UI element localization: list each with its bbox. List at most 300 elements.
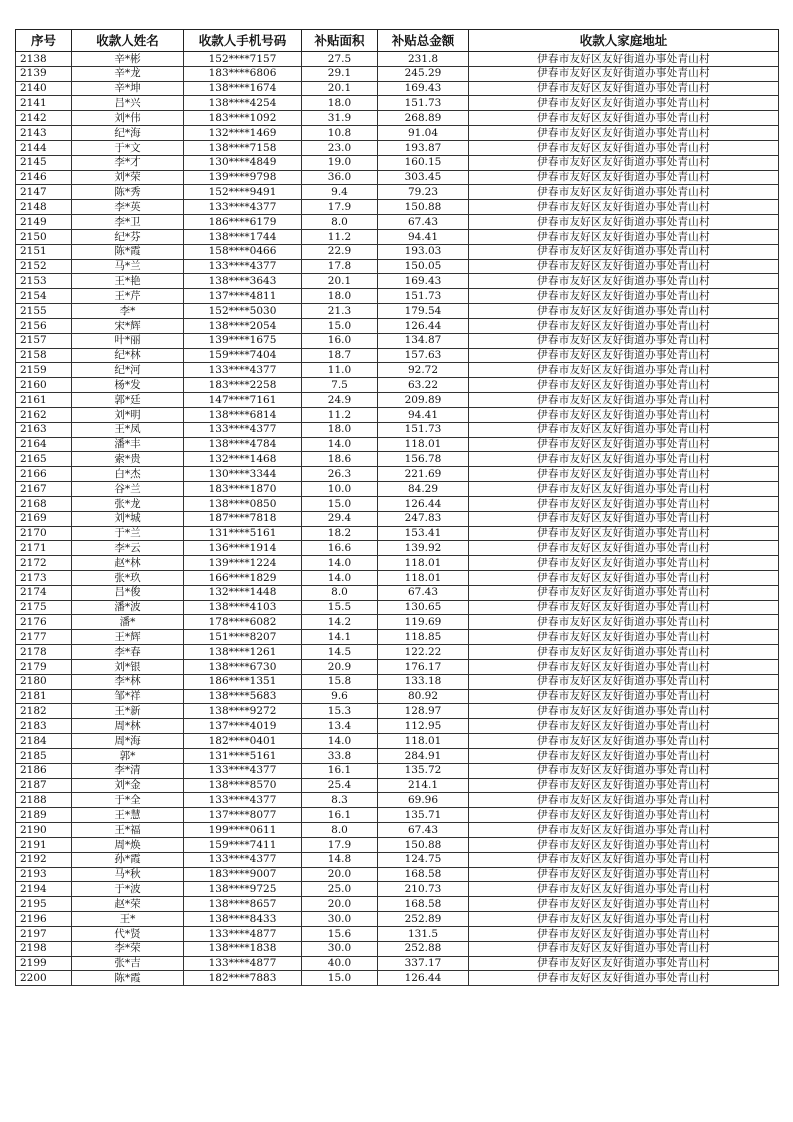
row-name: 纪*海 [72, 126, 184, 141]
row-area: 24.9 [302, 393, 378, 408]
row-seq: 2193 [16, 867, 72, 882]
row-seq: 2142 [16, 111, 72, 126]
row-seq: 2156 [16, 318, 72, 333]
row-name: 王*凤 [72, 422, 184, 437]
row-seq: 2179 [16, 659, 72, 674]
row-address: 伊春市友好区友好街道办事处青山村 [469, 348, 779, 363]
row-area: 18.0 [302, 96, 378, 111]
row-area: 31.9 [302, 111, 378, 126]
row-name: 张*吉 [72, 956, 184, 971]
row-amount: 67.43 [378, 215, 469, 230]
row-area: 25.4 [302, 778, 378, 793]
row-seq: 2189 [16, 808, 72, 823]
row-seq: 2177 [16, 630, 72, 645]
row-phone: 139****9798 [184, 170, 302, 185]
row-name: 李*林 [72, 674, 184, 689]
row-amount: 169.43 [378, 274, 469, 289]
row-seq: 2181 [16, 689, 72, 704]
row-phone: 139****1224 [184, 556, 302, 571]
row-name: 李*才 [72, 155, 184, 170]
row-address: 伊春市友好区友好街道办事处青山村 [469, 318, 779, 333]
table-row [16, 333, 779, 348]
row-amount: 84.29 [378, 482, 469, 497]
row-address: 伊春市友好区友好街道办事处青山村 [469, 229, 779, 244]
row-phone: 138****4254 [184, 96, 302, 111]
row-amount: 135.72 [378, 763, 469, 778]
row-name: 马*秋 [72, 867, 184, 882]
row-address: 伊春市友好区友好街道办事处青山村 [469, 600, 779, 615]
table-row [16, 482, 779, 497]
row-phone: 152****7157 [184, 52, 302, 67]
row-amount: 193.87 [378, 140, 469, 155]
row-address: 伊春市友好区友好街道办事处青山村 [469, 867, 779, 882]
row-name: 马*兰 [72, 259, 184, 274]
subsidy-table [15, 29, 779, 986]
row-name: 周*海 [72, 734, 184, 749]
row-seq: 2174 [16, 585, 72, 600]
row-address: 伊春市友好区友好街道办事处青山村 [469, 393, 779, 408]
row-name: 潘*丰 [72, 437, 184, 452]
table-row [16, 541, 779, 556]
table-row [16, 837, 779, 852]
row-area: 11.2 [302, 229, 378, 244]
row-amount: 135.71 [378, 808, 469, 823]
row-amount: 284.91 [378, 748, 469, 763]
row-name: 白*杰 [72, 467, 184, 482]
table-row [16, 867, 779, 882]
row-address: 伊春市友好区友好街道办事处青山村 [469, 126, 779, 141]
row-seq: 2155 [16, 304, 72, 319]
row-name: 于*兰 [72, 526, 184, 541]
row-name: 叶*丽 [72, 333, 184, 348]
row-amount: 79.23 [378, 185, 469, 200]
row-address: 伊春市友好区友好街道办事处青山村 [469, 437, 779, 452]
row-phone: 138****6814 [184, 407, 302, 422]
row-phone: 131****5161 [184, 748, 302, 763]
row-name: 潘* [72, 615, 184, 630]
row-area: 14.5 [302, 645, 378, 660]
row-area: 8.0 [302, 823, 378, 838]
table-row [16, 259, 779, 274]
row-area: 15.0 [302, 496, 378, 511]
row-address: 伊春市友好区友好街道办事处青山村 [469, 363, 779, 378]
row-amount: 337.17 [378, 956, 469, 971]
row-amount: 124.75 [378, 852, 469, 867]
row-seq: 2154 [16, 289, 72, 304]
row-phone: 183****6806 [184, 66, 302, 81]
row-phone: 152****5030 [184, 304, 302, 319]
table-row [16, 170, 779, 185]
row-amount: 130.65 [378, 600, 469, 615]
row-address: 伊春市友好区友好街道办事处青山村 [469, 897, 779, 912]
row-amount: 160.15 [378, 155, 469, 170]
row-seq: 2194 [16, 882, 72, 897]
row-seq: 2182 [16, 704, 72, 719]
row-amount: 245.29 [378, 66, 469, 81]
row-phone: 138****0850 [184, 496, 302, 511]
row-seq: 2164 [16, 437, 72, 452]
row-phone: 138****1261 [184, 645, 302, 660]
row-phone: 183****2258 [184, 378, 302, 393]
row-phone: 133****4877 [184, 926, 302, 941]
row-amount: 168.58 [378, 897, 469, 912]
row-address: 伊春市友好区友好街道办事处青山村 [469, 645, 779, 660]
row-amount: 231.8 [378, 52, 469, 67]
row-name: 王*芹 [72, 289, 184, 304]
row-amount: 176.17 [378, 659, 469, 674]
row-area: 15.8 [302, 674, 378, 689]
row-phone: 152****9491 [184, 185, 302, 200]
row-seq: 2162 [16, 407, 72, 422]
row-area: 20.1 [302, 81, 378, 96]
row-seq: 2149 [16, 215, 72, 230]
row-seq: 2151 [16, 244, 72, 259]
row-name: 陈*秀 [72, 185, 184, 200]
row-phone: 138****2054 [184, 318, 302, 333]
row-phone: 199****0611 [184, 823, 302, 838]
row-amount: 63.22 [378, 378, 469, 393]
row-name: 陈*霞 [72, 971, 184, 986]
table-row [16, 363, 779, 378]
row-seq: 2159 [16, 363, 72, 378]
row-name: 郭*廷 [72, 393, 184, 408]
row-seq: 2186 [16, 763, 72, 778]
row-name: 于*波 [72, 882, 184, 897]
row-amount: 151.73 [378, 96, 469, 111]
row-address: 伊春市友好区友好街道办事处青山村 [469, 378, 779, 393]
row-area: 18.0 [302, 422, 378, 437]
row-seq: 2170 [16, 526, 72, 541]
row-address: 伊春市友好区友好街道办事处青山村 [469, 81, 779, 96]
row-name: 纪*林 [72, 348, 184, 363]
table-row [16, 407, 779, 422]
row-phone: 138****8433 [184, 912, 302, 927]
table-row [16, 600, 779, 615]
table-row [16, 897, 779, 912]
table-row [16, 852, 779, 867]
row-phone: 136****1914 [184, 541, 302, 556]
row-phone: 183****9007 [184, 867, 302, 882]
row-area: 15.0 [302, 971, 378, 986]
table-row [16, 378, 779, 393]
row-amount: 92.72 [378, 363, 469, 378]
row-phone: 159****7404 [184, 348, 302, 363]
table-row [16, 96, 779, 111]
row-amount: 157.63 [378, 348, 469, 363]
row-seq: 2158 [16, 348, 72, 363]
row-name: 李* [72, 304, 184, 319]
row-name: 宋*辉 [72, 318, 184, 333]
row-address: 伊春市友好区友好街道办事处青山村 [469, 823, 779, 838]
row-amount: 153.41 [378, 526, 469, 541]
row-amount: 67.43 [378, 585, 469, 600]
row-name: 刘*明 [72, 407, 184, 422]
row-phone: 133****4377 [184, 200, 302, 215]
row-area: 16.6 [302, 541, 378, 556]
row-amount: 150.88 [378, 200, 469, 215]
table-row [16, 81, 779, 96]
row-area: 30.0 [302, 941, 378, 956]
row-seq: 2152 [16, 259, 72, 274]
row-area: 8.3 [302, 793, 378, 808]
row-name: 李*卫 [72, 215, 184, 230]
row-seq: 2197 [16, 926, 72, 941]
row-amount: 80.92 [378, 689, 469, 704]
row-name: 纪*芬 [72, 229, 184, 244]
row-seq: 2196 [16, 912, 72, 927]
row-area: 19.0 [302, 155, 378, 170]
table-row [16, 422, 779, 437]
row-amount: 118.85 [378, 630, 469, 645]
row-phone: 138****1744 [184, 229, 302, 244]
row-amount: 126.44 [378, 318, 469, 333]
row-name: 周*焕 [72, 837, 184, 852]
row-amount: 156.78 [378, 452, 469, 467]
table-row [16, 956, 779, 971]
row-amount: 118.01 [378, 734, 469, 749]
header-row [16, 30, 779, 52]
row-seq: 2199 [16, 956, 72, 971]
row-area: 26.3 [302, 467, 378, 482]
row-phone: 183****1092 [184, 111, 302, 126]
row-amount: 122.22 [378, 645, 469, 660]
row-address: 伊春市友好区友好街道办事处青山村 [469, 837, 779, 852]
row-name: 代*贤 [72, 926, 184, 941]
row-address: 伊春市友好区友好街道办事处青山村 [469, 244, 779, 259]
row-area: 25.0 [302, 882, 378, 897]
table-row [16, 704, 779, 719]
row-address: 伊春市友好区友好街道办事处青山村 [469, 66, 779, 81]
table-row [16, 808, 779, 823]
row-seq: 2140 [16, 81, 72, 96]
row-name: 赵*荣 [72, 897, 184, 912]
row-name: 谷*兰 [72, 482, 184, 497]
row-seq: 2147 [16, 185, 72, 200]
row-phone: 166****1829 [184, 570, 302, 585]
row-seq: 2144 [16, 140, 72, 155]
row-phone: 133****4377 [184, 763, 302, 778]
row-area: 18.2 [302, 526, 378, 541]
table-row [16, 971, 779, 986]
row-amount: 91.04 [378, 126, 469, 141]
row-seq: 2200 [16, 971, 72, 986]
row-address: 伊春市友好区友好街道办事处青山村 [469, 630, 779, 645]
table-row [16, 66, 779, 81]
table-row [16, 912, 779, 927]
row-name: 吕*俊 [72, 585, 184, 600]
row-address: 伊春市友好区友好街道办事处青山村 [469, 467, 779, 482]
row-seq: 2184 [16, 734, 72, 749]
row-amount: 67.43 [378, 823, 469, 838]
table-row [16, 348, 779, 363]
row-name: 辛*坤 [72, 81, 184, 96]
row-seq: 2175 [16, 600, 72, 615]
row-address: 伊春市友好区友好街道办事处青山村 [469, 882, 779, 897]
row-amount: 151.73 [378, 289, 469, 304]
row-address: 伊春市友好区友好街道办事处青山村 [469, 185, 779, 200]
row-area: 14.8 [302, 852, 378, 867]
table-row [16, 615, 779, 630]
row-seq: 2190 [16, 823, 72, 838]
row-phone: 138****3643 [184, 274, 302, 289]
row-address: 伊春市友好区友好街道办事处青山村 [469, 941, 779, 956]
row-phone: 138****8570 [184, 778, 302, 793]
row-area: 17.9 [302, 200, 378, 215]
row-phone: 132****1448 [184, 585, 302, 600]
row-address: 伊春市友好区友好街道办事处青山村 [469, 482, 779, 497]
row-address: 伊春市友好区友好街道办事处青山村 [469, 748, 779, 763]
row-area: 22.9 [302, 244, 378, 259]
row-address: 伊春市友好区友好街道办事处青山村 [469, 734, 779, 749]
row-seq: 2163 [16, 422, 72, 437]
row-phone: 138****9272 [184, 704, 302, 719]
row-phone: 138****5683 [184, 689, 302, 704]
row-area: 14.0 [302, 570, 378, 585]
row-area: 13.4 [302, 719, 378, 734]
row-phone: 182****0401 [184, 734, 302, 749]
row-address: 伊春市友好区友好街道办事处青山村 [469, 496, 779, 511]
header-amount: 补贴总金额 [378, 30, 469, 52]
row-area: 20.1 [302, 274, 378, 289]
row-address: 伊春市友好区友好街道办事处青山村 [469, 140, 779, 155]
row-area: 8.0 [302, 585, 378, 600]
row-amount: 193.03 [378, 244, 469, 259]
row-phone: 138****4784 [184, 437, 302, 452]
header-name: 收款人姓名 [72, 30, 184, 52]
row-area: 15.0 [302, 318, 378, 333]
row-area: 15.3 [302, 704, 378, 719]
table-row [16, 244, 779, 259]
table-body [16, 52, 779, 986]
table-row [16, 823, 779, 838]
row-amount: 247.83 [378, 511, 469, 526]
row-phone: 138****1838 [184, 941, 302, 956]
row-seq: 2176 [16, 615, 72, 630]
row-area: 14.1 [302, 630, 378, 645]
table-row [16, 689, 779, 704]
table-row [16, 556, 779, 571]
row-area: 7.5 [302, 378, 378, 393]
row-amount: 119.69 [378, 615, 469, 630]
table-row [16, 941, 779, 956]
table-row [16, 496, 779, 511]
table-row [16, 778, 779, 793]
row-area: 20.0 [302, 897, 378, 912]
table-row [16, 155, 779, 170]
row-amount: 118.01 [378, 556, 469, 571]
row-seq: 2139 [16, 66, 72, 81]
row-seq: 2165 [16, 452, 72, 467]
row-name: 辛*龙 [72, 66, 184, 81]
row-area: 14.0 [302, 437, 378, 452]
row-phone: 178****6082 [184, 615, 302, 630]
row-phone: 183****1870 [184, 482, 302, 497]
row-phone: 139****1675 [184, 333, 302, 348]
header-area: 补贴面积 [302, 30, 378, 52]
table-row [16, 274, 779, 289]
row-amount: 214.1 [378, 778, 469, 793]
row-seq: 2161 [16, 393, 72, 408]
row-amount: 168.58 [378, 867, 469, 882]
row-amount: 128.97 [378, 704, 469, 719]
row-address: 伊春市友好区友好街道办事处青山村 [469, 289, 779, 304]
row-seq: 2191 [16, 837, 72, 852]
row-address: 伊春市友好区友好街道办事处青山村 [469, 259, 779, 274]
table-row [16, 52, 779, 67]
table-row [16, 882, 779, 897]
table-row [16, 393, 779, 408]
row-area: 33.8 [302, 748, 378, 763]
row-address: 伊春市友好区友好街道办事处青山村 [469, 556, 779, 571]
table-row [16, 437, 779, 452]
row-address: 伊春市友好区友好街道办事处青山村 [469, 704, 779, 719]
row-name: 郭* [72, 748, 184, 763]
row-seq: 2188 [16, 793, 72, 808]
table-row [16, 289, 779, 304]
table-row [16, 585, 779, 600]
row-address: 伊春市友好区友好街道办事处青山村 [469, 170, 779, 185]
row-phone: 130****3344 [184, 467, 302, 482]
row-amount: 118.01 [378, 570, 469, 585]
row-address: 伊春市友好区友好街道办事处青山村 [469, 526, 779, 541]
row-seq: 2171 [16, 541, 72, 556]
row-area: 18.7 [302, 348, 378, 363]
row-address: 伊春市友好区友好街道办事处青山村 [469, 96, 779, 111]
table-row [16, 304, 779, 319]
row-area: 30.0 [302, 912, 378, 927]
row-phone: 137****4019 [184, 719, 302, 734]
row-area: 14.0 [302, 734, 378, 749]
row-seq: 2198 [16, 941, 72, 956]
row-phone: 147****7161 [184, 393, 302, 408]
row-address: 伊春市友好区友好街道办事处青山村 [469, 200, 779, 215]
row-area: 16.1 [302, 808, 378, 823]
row-address: 伊春市友好区友好街道办事处青山村 [469, 111, 779, 126]
row-amount: 112.95 [378, 719, 469, 734]
row-address: 伊春市友好区友好街道办事处青山村 [469, 541, 779, 556]
row-seq: 2183 [16, 719, 72, 734]
row-name: 索*贵 [72, 452, 184, 467]
row-name: 张*玖 [72, 570, 184, 585]
row-phone: 131****5161 [184, 526, 302, 541]
row-name: 李*云 [72, 541, 184, 556]
row-name: 王*福 [72, 823, 184, 838]
row-name: 李*春 [72, 645, 184, 660]
row-address: 伊春市友好区友好街道办事处青山村 [469, 926, 779, 941]
row-phone: 138****1674 [184, 81, 302, 96]
row-area: 10.0 [302, 482, 378, 497]
row-name: 王* [72, 912, 184, 927]
row-address: 伊春市友好区友好街道办事处青山村 [469, 763, 779, 778]
row-seq: 2173 [16, 570, 72, 585]
row-address: 伊春市友好区友好街道办事处青山村 [469, 511, 779, 526]
row-address: 伊春市友好区友好街道办事处青山村 [469, 215, 779, 230]
row-phone: 138****8657 [184, 897, 302, 912]
row-name: 刘*伟 [72, 111, 184, 126]
row-name: 赵*林 [72, 556, 184, 571]
row-area: 17.9 [302, 837, 378, 852]
row-name: 刘*城 [72, 511, 184, 526]
row-name: 刘*金 [72, 778, 184, 793]
row-area: 15.6 [302, 926, 378, 941]
row-area: 21.3 [302, 304, 378, 319]
row-address: 伊春市友好区友好街道办事处青山村 [469, 719, 779, 734]
row-seq: 2166 [16, 467, 72, 482]
table-row [16, 734, 779, 749]
row-seq: 2195 [16, 897, 72, 912]
row-amount: 118.01 [378, 437, 469, 452]
row-name: 于*全 [72, 793, 184, 808]
